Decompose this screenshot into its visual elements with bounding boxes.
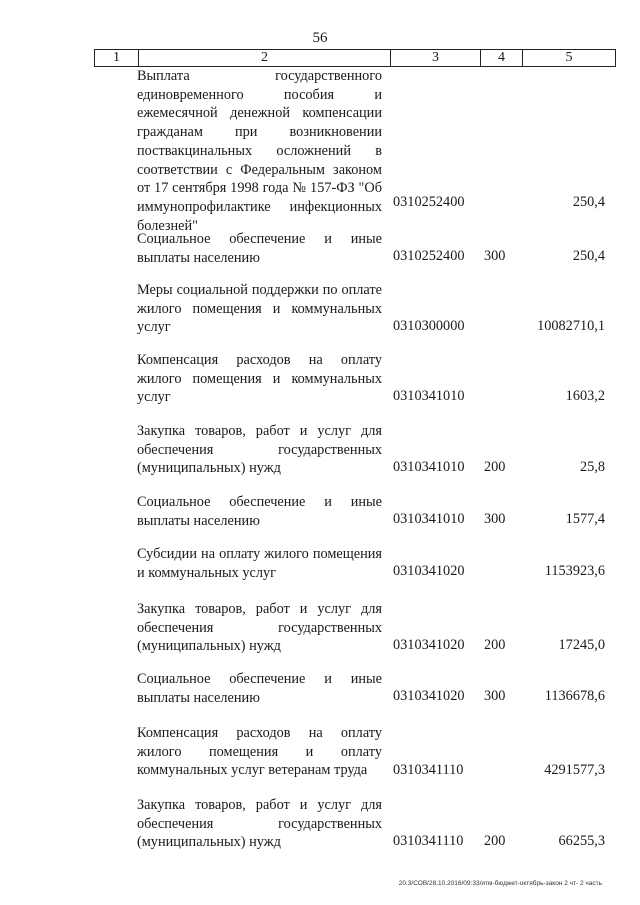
row-amount: 250,4 bbox=[572, 194, 605, 210]
row-code: 0310341110 bbox=[393, 833, 464, 849]
row-name: Социальное обеспечение и иные выплаты населению bbox=[137, 671, 382, 706]
row-name: Закупка товаров, работ и услуг для обеспечения государственных (муниципальных) нужд bbox=[137, 601, 382, 655]
row-amount: 66255,3 bbox=[558, 833, 605, 849]
header-col-4: 4 bbox=[481, 50, 523, 66]
header-col-2: 2 bbox=[139, 50, 391, 66]
row-amount: 1153923,6 bbox=[544, 563, 605, 579]
row-type: 200 bbox=[484, 833, 506, 849]
row-amount: 10082710,1 bbox=[537, 318, 605, 334]
row-name: Субсидии на оплату жилого помещения и коммунальных услуг bbox=[137, 546, 382, 581]
row-name: Компенсация расходов на оплату жилого помещения и коммунальных услуг bbox=[137, 352, 382, 406]
row-name: Компенсация расходов на оплату жилого помещения и оплату коммунальных услуг ветеранам труда bbox=[137, 725, 382, 779]
row-amount: 1136678,6 bbox=[544, 688, 605, 704]
row-name: Закупка товаров, работ и услуг для обеспечения государственных (муниципальных) нужд bbox=[137, 423, 382, 477]
footer-stamp: 20.3/СОВ/28.10.2016/09:33/итм-бюджет-октябрь-закон 2 чт- 2 часть bbox=[398, 880, 602, 887]
row-amount: 25,8 bbox=[579, 459, 605, 475]
row-code: 0310341020 bbox=[393, 637, 465, 653]
row-code: 0310341020 bbox=[393, 563, 465, 579]
row-code: 0310341010 bbox=[393, 388, 465, 404]
row-code: 0310341020 bbox=[393, 688, 465, 704]
row-code: 0310252400 bbox=[393, 194, 465, 210]
page-number: 56 bbox=[312, 30, 328, 46]
row-name: Меры социальной поддержки по оплате жилого помещения и коммунальных услуг bbox=[137, 282, 382, 336]
header-col-5: 5 bbox=[565, 50, 573, 65]
row-amount: 4291577,3 bbox=[544, 762, 605, 778]
row-name: Выплата государственного единовременного пособия и ежемесячной денежной компенсации гражданам при возникновении поствакцинальных осложнений в соответствии с Федеральным законом от 17 сентября 1998 года № 157-ФЗ "Об иммунопрофилактике инфекционных болезней" bbox=[137, 68, 382, 234]
row-code: 0310341110 bbox=[393, 762, 464, 778]
row-amount: 1603,2 bbox=[565, 388, 605, 404]
header-col-3: 3 bbox=[391, 50, 481, 66]
row-type: 300 bbox=[484, 511, 506, 527]
row-code: 0310341010 bbox=[393, 511, 465, 527]
row-type: 300 bbox=[484, 688, 506, 704]
row-type: 200 bbox=[484, 637, 506, 653]
row-amount: 250,4 bbox=[572, 248, 605, 264]
row-code: 0310252400 bbox=[393, 248, 465, 264]
header-col-1: 1 bbox=[95, 50, 139, 66]
row-amount: 1577,4 bbox=[565, 511, 605, 527]
row-name: Закупка товаров, работ и услуг для обеспечения государственных (муниципальных) нужд bbox=[137, 797, 382, 851]
row-amount: 17245,0 bbox=[558, 637, 605, 653]
row-name: Социальное обеспечение и иные выплаты населению bbox=[137, 494, 382, 529]
row-code: 0310300000 bbox=[393, 318, 465, 334]
row-name: Социальное обеспечение и иные выплаты населению bbox=[137, 231, 382, 266]
row-type: 300 bbox=[484, 248, 506, 264]
row-type: 200 bbox=[484, 459, 506, 475]
table-header-row bbox=[94, 49, 616, 67]
row-code: 0310341010 bbox=[393, 459, 465, 475]
